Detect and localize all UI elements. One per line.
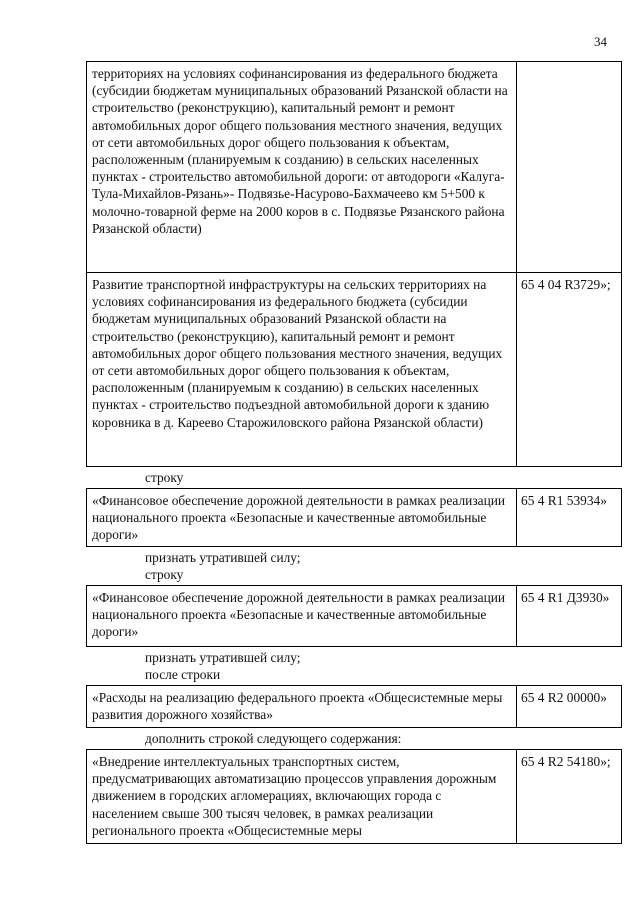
budget-table-2	[86, 488, 622, 547]
page-number: 34	[594, 34, 607, 49]
budget-table-1	[86, 61, 622, 467]
row-code: 65 4 R1 53934»	[517, 489, 622, 547]
table-row	[87, 273, 622, 467]
row-code	[517, 62, 622, 273]
budget-table-5	[86, 749, 622, 844]
row-code: 65 4 R2 54180»;	[517, 750, 622, 844]
instruction-text: дополнить строкой следующего содержания:	[145, 731, 402, 746]
row-code: 65 4 R2 00000»	[517, 686, 622, 728]
budget-table-4	[86, 685, 622, 728]
row-code: 65 4 04 R3729»;	[517, 273, 622, 467]
instruction-text: после строки	[145, 667, 221, 682]
table-row	[87, 750, 622, 844]
instruction-text: строку	[145, 567, 184, 582]
row-description: «Внедрение интеллектуальных транспортных систем, предусматривающих автоматизацию процессов управления дорожным движением в городских агломерациях, включающих города с населением свыше 300 тысяч человек, в рамках реализации регионального проекта «Общесистемные меры	[87, 750, 517, 844]
instruction-text: строку	[145, 470, 184, 485]
budget-table-3	[86, 585, 622, 647]
table-row	[87, 686, 622, 728]
row-description: «Финансовое обеспечение дорожной деятельности в рамках реализации национального проекта «Безопасные и качественные автомобильные дороги»	[87, 586, 517, 647]
row-description: Развитие транспортной инфраструктуры на сельских территориях на условиях софинансирования из федерального бюджета (субсидии бюджетам муниципальных образований Рязанской области на строительство (реконструкцию), капитальный ремонт и ремонт автомобильных дорог общего пользования местного значения, ведущих от сети автомобильных дорог общего пользования к объектам, расположенным (планируемым к созданию) в сельских населенных пунктах - строительство подъездной автомобильной дороги к зданию коровника в д. Кареево Старожиловского района Рязанской области)	[87, 273, 517, 467]
instruction-text: признать утратившей силу;	[145, 650, 301, 665]
instruction-text: признать утратившей силу;	[145, 550, 301, 565]
row-code: 65 4 R1 Д3930»	[517, 586, 622, 647]
row-description: «Финансовое обеспечение дорожной деятельности в рамках реализации национального проекта «Безопасные и качественные автомобильные дороги»	[87, 489, 517, 547]
table-row	[87, 62, 622, 273]
table-row	[87, 586, 622, 647]
row-description: территориях на условиях софинансирования из федерального бюджета (субсидии бюджетам муниципальных образований Рязанской области на строительство (реконструкцию), капитальный ремонт и ремонт автомобильных дорог общего пользования местного значения, ведущих от сети автомобильных дорог общего пользования к объектам, расположенным (планируемым к созданию) в сельских населенных пунктах - строительство автомобильной дороги: от автодороги «Калуга-Тула-Михайлов-Рязань»- Подвязье-Насурово-Бахмачеево км 5+500 к молочно-товарной ферме на 2000 коров в с. Подвязье Рязанского района Рязанской области)	[87, 62, 517, 273]
row-description: «Расходы на реализацию федерального проекта «Общесистемные меры развития дорожного хозяйства»	[87, 686, 517, 728]
table-row	[87, 489, 622, 547]
